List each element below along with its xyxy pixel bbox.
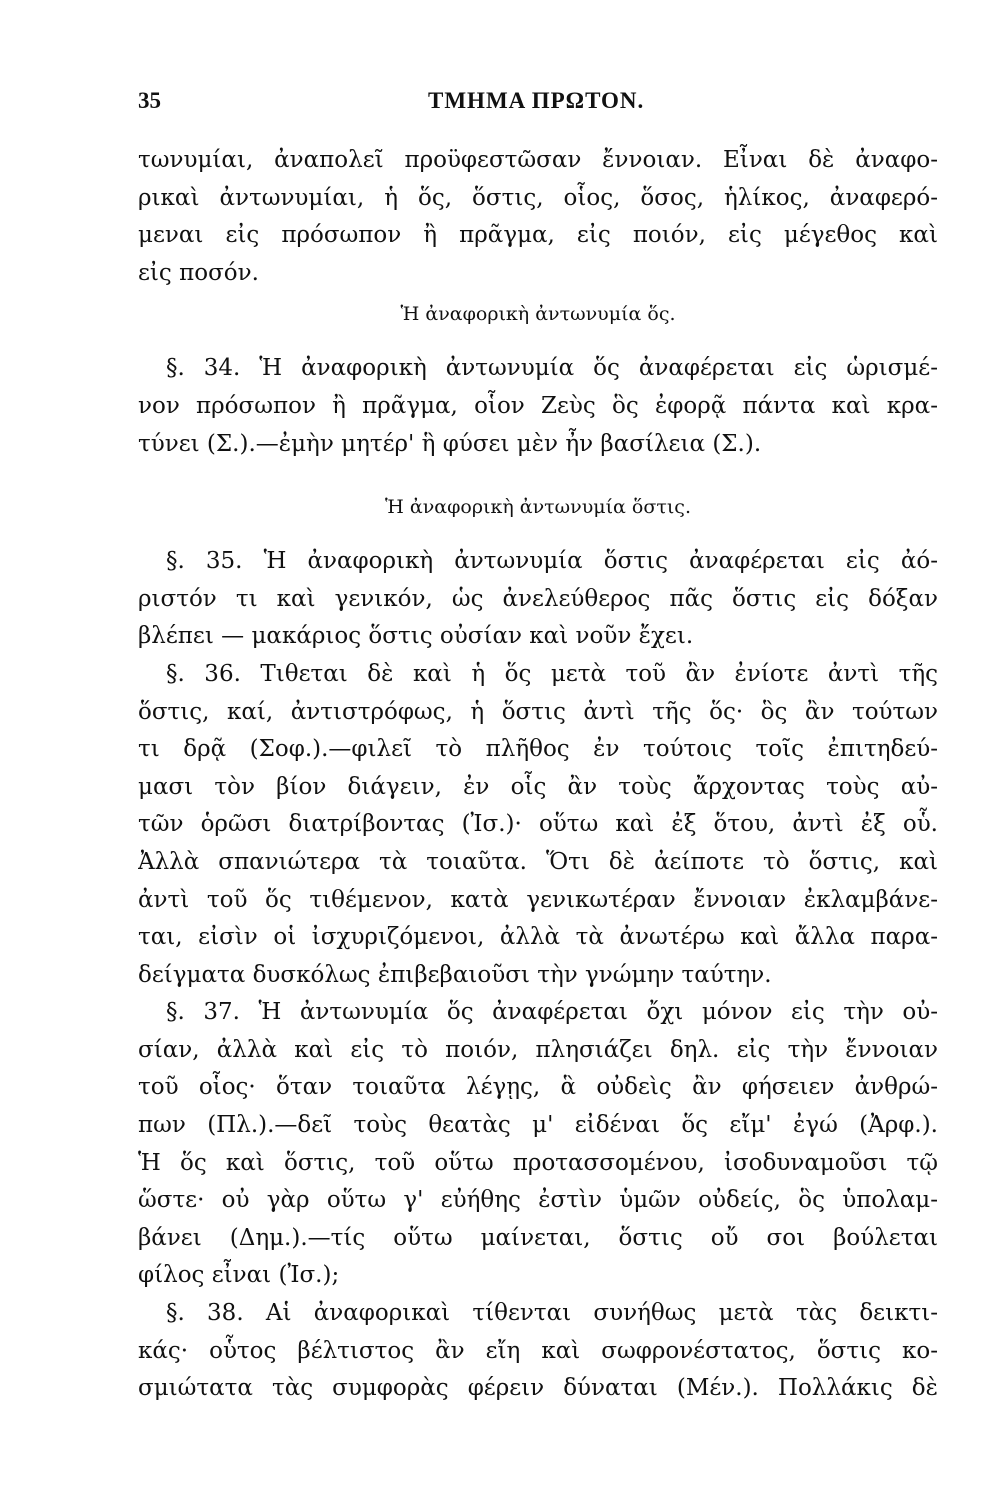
text-line: νον πρόσωπον ἢ πρᾶγμα, οἷον Ζεὺς ὃς ἐφορᾷ πάντα καὶ κρα- [138,392,938,419]
text-line: §. 34. Ἡ ἀναφορικὴ ἀντωνυμία ὅς ἀναφέρεται εἰς ὡρισμέ- [166,355,938,382]
text-line: §. 35. Ἡ ἀναφορικὴ ἀντωνυμία ὅστις ἀναφέρεται εἰς ἀό- [166,548,938,575]
section-34 [138,350,938,463]
text-line: Ἀλλὰ σπανιώτερα τὰ τοιαῦτα. Ὅτι δὲ ἀείποτε τὸ ὅστις, καὶ [138,848,938,875]
page-number: 35 [138,88,161,113]
text-line: κάς· οὗτος βέλτιστος ἂν εἴη καὶ σωφρονέστατος, ὅστις κο- [138,1337,938,1364]
text-line: ὅστις, καί, ἀντιστρόφως, ἡ ὅστις ἀντὶ τῆς ὅς· ὃς ἂν τούτων [138,698,938,725]
section-38 [138,1295,938,1408]
text-line: εἰς ποσόν. [138,259,259,286]
text-line: τῶν ὁρῶσι διατρίβοντας (Ἰσ.)· οὕτω καὶ ἐξ ὅτου, ἀντὶ ἐξ οὗ. [138,811,938,838]
text-line: ἀντὶ τοῦ ὅς τιθέμενον, κατὰ γενικωτέραν ἔννοιαν ἐκλαμβάνε- [138,886,938,913]
text-line: δείγματα δυσκόλως ἐπιβεβαιοῦσι τὴν γνώμην ταύτην. [138,961,772,988]
section-36 [138,656,938,994]
running-head: ΤΜΗΜΑ ΠΡΩΤΟΝ. [428,88,645,113]
subheading-ostis: Ἡ ἀναφορικὴ ἀντωνυμία ὅστις. [385,496,691,519]
text-line: τι δρᾷ (Σοφ.).—φιλεῖ τὸ πλῆθος ἐν τούτοις τοῖς ἐπιτηδεύ- [138,736,938,763]
paragraph-intro [138,142,938,292]
text-line: Ἡ ὅς καὶ ὅστις, τοῦ οὕτω προτασσομένου, ἰσοδυναμοῦσι τῷ [138,1149,938,1176]
section-35 [138,543,938,656]
text-line: τύνει (Σ.).—ἐμὴν μητέρ' ἣ φύσει μὲν ἦν βασίλεια (Σ.). [138,430,762,457]
text-line: σίαν, ἀλλὰ καὶ εἰς τὸ ποιόν, πλησιάζει δηλ. εἰς τὴν ἔννοιαν [138,1036,938,1063]
text-line: βλέπει — μακάριος ὅστις οὐσίαν καὶ νοῦν ἔχει. [138,623,694,650]
section-37 [138,994,938,1295]
text-line: §. 38. Αἱ ἀναφορικαὶ τίθενται συνήθως μετὰ τὰς δεικτι- [166,1300,938,1327]
text-line: φίλος εἶναι (Ἰσ.); [138,1262,340,1289]
text-line: §. 36. Τιθεται δὲ καὶ ἡ ὅς μετὰ τοῦ ἂν ἐνίοτε ἀντὶ τῆς [166,660,938,687]
subheading-os: Ἡ ἀναφορικὴ ἀντωνυμία ὅς. [400,303,676,326]
text-line: σμιώτατα τὰς συμφορὰς φέρειν δύναται (Μέν.). Πολλάκις δὲ [138,1375,938,1402]
text-line: ριστόν τι καὶ γενικόν, ὡς ἀνελεύθερος πᾶς ὅστις εἰς δόξαν [138,585,938,612]
page-header [138,88,938,122]
text-line: τοῦ οἷος· ὅταν τοιαῦτα λέγῃς, ἃ οὐδεὶς ἂν φήσειεν ἀνθρώ- [138,1074,938,1101]
text-line: ρικαὶ ἀντωνυμίαι, ἡ ὅς, ὅστις, οἷος, ὅσος, ἡλίκος, ἀναφερό- [138,184,938,211]
body-text [138,142,938,1408]
text-line: τωνυμίαι, ἀναπολεῖ προϋφεστῶσαν ἔννοιαν. Εἶναι δὲ ἀναφο- [138,147,938,173]
text-line: ὥστε· οὐ γὰρ οὕτω γ' εὐήθης ἐστὶν ὑμῶν οὐδείς, ὃς ὑπολαμ- [138,1187,938,1214]
text-line: §. 37. Ἡ ἀντωνυμία ὅς ἀναφέρεται ὄχι μόνον εἰς τὴν οὐ- [166,999,938,1026]
text-line: ται, εἰσὶν οἱ ἰσχυριζόμενοι, ἀλλὰ τὰ ἀνωτέρω καὶ ἄλλα παρα- [138,924,938,951]
text-line: μασι τὸν βίον διάγειν, ἐν οἷς ἂν τοὺς ἄρχοντας τοὺς αὐ- [138,773,938,800]
text-line: μεναι εἰς πρόσωπον ἢ πρᾶγμα, εἰς ποιόν, εἰς μέγεθος καὶ [138,222,938,249]
text-line: πων (Πλ.).—δεῖ τοὺς θεατὰς μ' εἰδέναι ὅς εἴμ' ἐγώ (Ἀρφ.). [138,1112,938,1139]
text-line: βάνει (Δημ.).—τίς οὕτω μαίνεται, ὅστις οὔ σοι βούλεται [138,1224,938,1251]
